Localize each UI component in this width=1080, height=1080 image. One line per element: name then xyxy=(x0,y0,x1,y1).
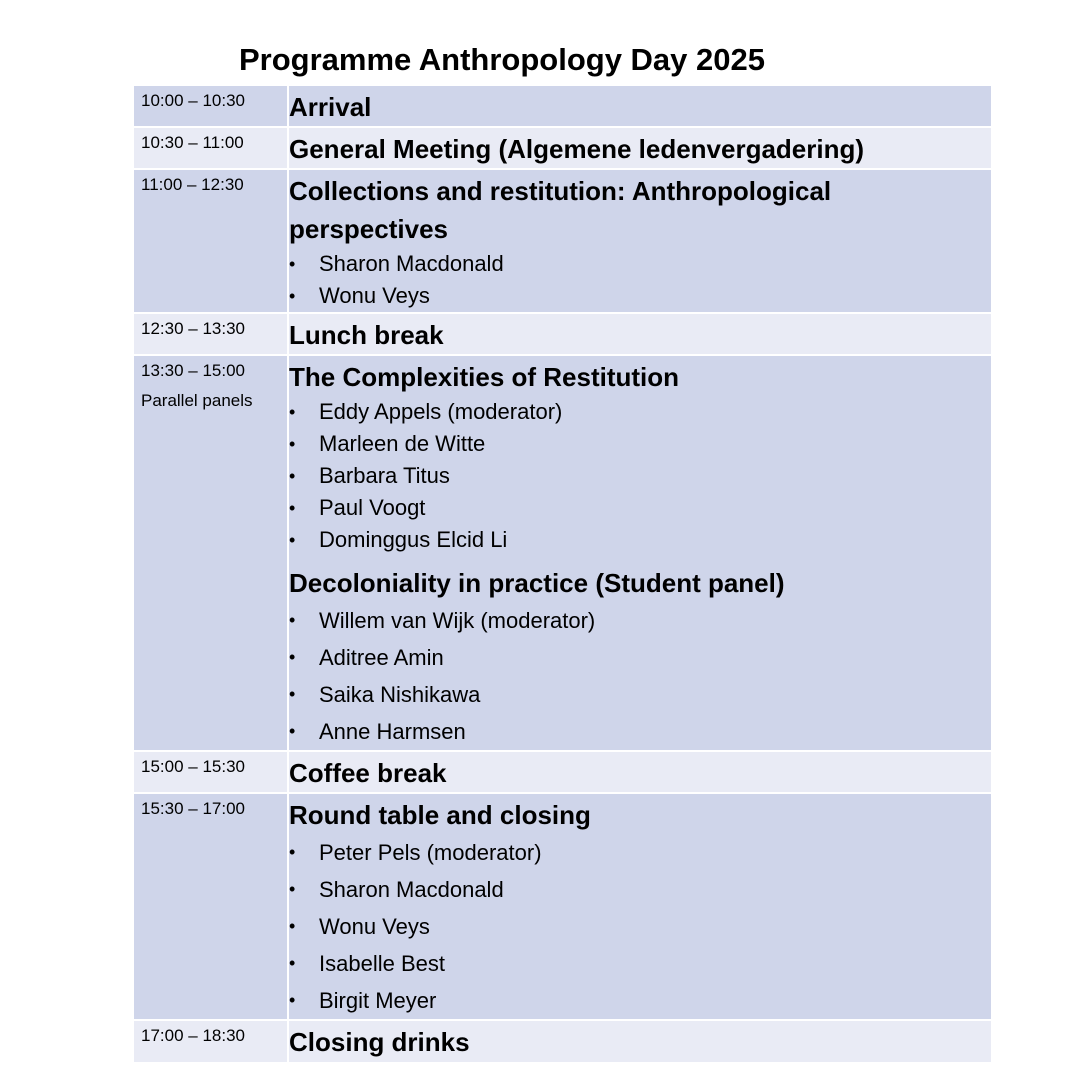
bullet-icon: • xyxy=(289,953,296,973)
speaker-name: Birgit Meyer xyxy=(319,988,437,1013)
session-title: General Meeting (Algemene ledenvergadering) xyxy=(289,134,865,164)
speaker-list xyxy=(289,248,991,312)
bullet-icon: • xyxy=(289,721,296,741)
speaker-name: Paul Voogt xyxy=(319,495,426,520)
speaker-list xyxy=(289,834,991,1019)
bullet-icon: • xyxy=(289,530,296,550)
speaker-list xyxy=(289,396,991,556)
programme-table xyxy=(134,86,991,1062)
session-note: Parallel panels xyxy=(141,391,253,410)
list-item xyxy=(289,524,991,556)
session-title: Coffee break xyxy=(289,758,447,788)
table-row xyxy=(134,356,991,752)
table-row xyxy=(134,794,991,1021)
table-row xyxy=(134,128,991,170)
bullet-icon: • xyxy=(289,610,296,630)
list-item xyxy=(289,676,991,713)
speaker-name: Saika Nishikawa xyxy=(319,682,481,707)
session-time: 15:30 – 17:00 xyxy=(141,799,245,818)
session-title: Arrival xyxy=(289,92,372,122)
session-time: 15:00 – 15:30 xyxy=(141,757,245,776)
table-row xyxy=(134,314,991,356)
speaker-list xyxy=(289,602,991,750)
panel-title: Decoloniality in practice (Student panel) xyxy=(289,568,785,598)
bullet-icon: • xyxy=(289,402,296,422)
table-row xyxy=(134,1021,991,1062)
table-row xyxy=(134,170,991,314)
speaker-name: Barbara Titus xyxy=(319,463,450,488)
speaker-name: Isabelle Best xyxy=(319,951,445,976)
list-item xyxy=(289,945,991,982)
session-title: Lunch break xyxy=(289,320,444,350)
session-title: Closing drinks xyxy=(289,1027,470,1057)
bullet-icon: • xyxy=(289,466,296,486)
bullet-icon: • xyxy=(289,647,296,667)
list-item xyxy=(289,982,991,1019)
session-time: 13:30 – 15:00 xyxy=(141,361,245,380)
page-title: Programme Anthropology Day 2025 xyxy=(239,42,765,77)
speaker-name: Willem van Wijk (moderator) xyxy=(319,608,596,633)
list-item xyxy=(289,834,991,871)
bullet-icon: • xyxy=(289,842,296,862)
table-row xyxy=(134,752,991,794)
list-item xyxy=(289,908,991,945)
bullet-icon: • xyxy=(289,286,296,306)
list-item xyxy=(289,602,991,639)
list-item xyxy=(289,280,991,312)
speaker-name: Eddy Appels (moderator) xyxy=(319,399,563,424)
session-title: Collections and restitution: Anthropological perspectives xyxy=(289,176,832,244)
session-time: 12:30 – 13:30 xyxy=(141,319,245,338)
bullet-icon: • xyxy=(289,684,296,704)
speaker-name: Wonu Veys xyxy=(319,283,430,308)
list-item xyxy=(289,428,991,460)
table-row xyxy=(134,86,991,128)
session-time: 10:30 – 11:00 xyxy=(141,133,244,152)
bullet-icon: • xyxy=(289,879,296,899)
session-time: 11:00 – 12:30 xyxy=(141,175,244,194)
bullet-icon: • xyxy=(289,498,296,518)
speaker-name: Peter Pels (moderator) xyxy=(319,840,542,865)
speaker-name: Sharon Macdonald xyxy=(319,251,504,276)
bullet-icon: • xyxy=(289,254,296,274)
list-item xyxy=(289,492,991,524)
list-item xyxy=(289,460,991,492)
session-time: 10:00 – 10:30 xyxy=(141,91,245,110)
speaker-name: Marleen de Witte xyxy=(319,431,486,456)
speaker-name: Dominggus Elcid Li xyxy=(319,527,508,552)
list-item xyxy=(289,713,991,750)
session-time: 17:00 – 18:30 xyxy=(141,1026,245,1045)
list-item xyxy=(289,639,991,676)
session-title: Round table and closing xyxy=(289,800,591,830)
list-item xyxy=(289,248,991,280)
speaker-name: Anne Harmsen xyxy=(319,719,466,744)
list-item xyxy=(289,396,991,428)
bullet-icon: • xyxy=(289,990,296,1010)
bullet-icon: • xyxy=(289,916,296,936)
speaker-name: Wonu Veys xyxy=(319,914,430,939)
list-item xyxy=(289,871,991,908)
bullet-icon: • xyxy=(289,434,296,454)
speaker-name: Aditree Amin xyxy=(319,645,444,670)
speaker-name: Sharon Macdonald xyxy=(319,877,504,902)
panel-title: The Complexities of Restitution xyxy=(289,362,680,392)
